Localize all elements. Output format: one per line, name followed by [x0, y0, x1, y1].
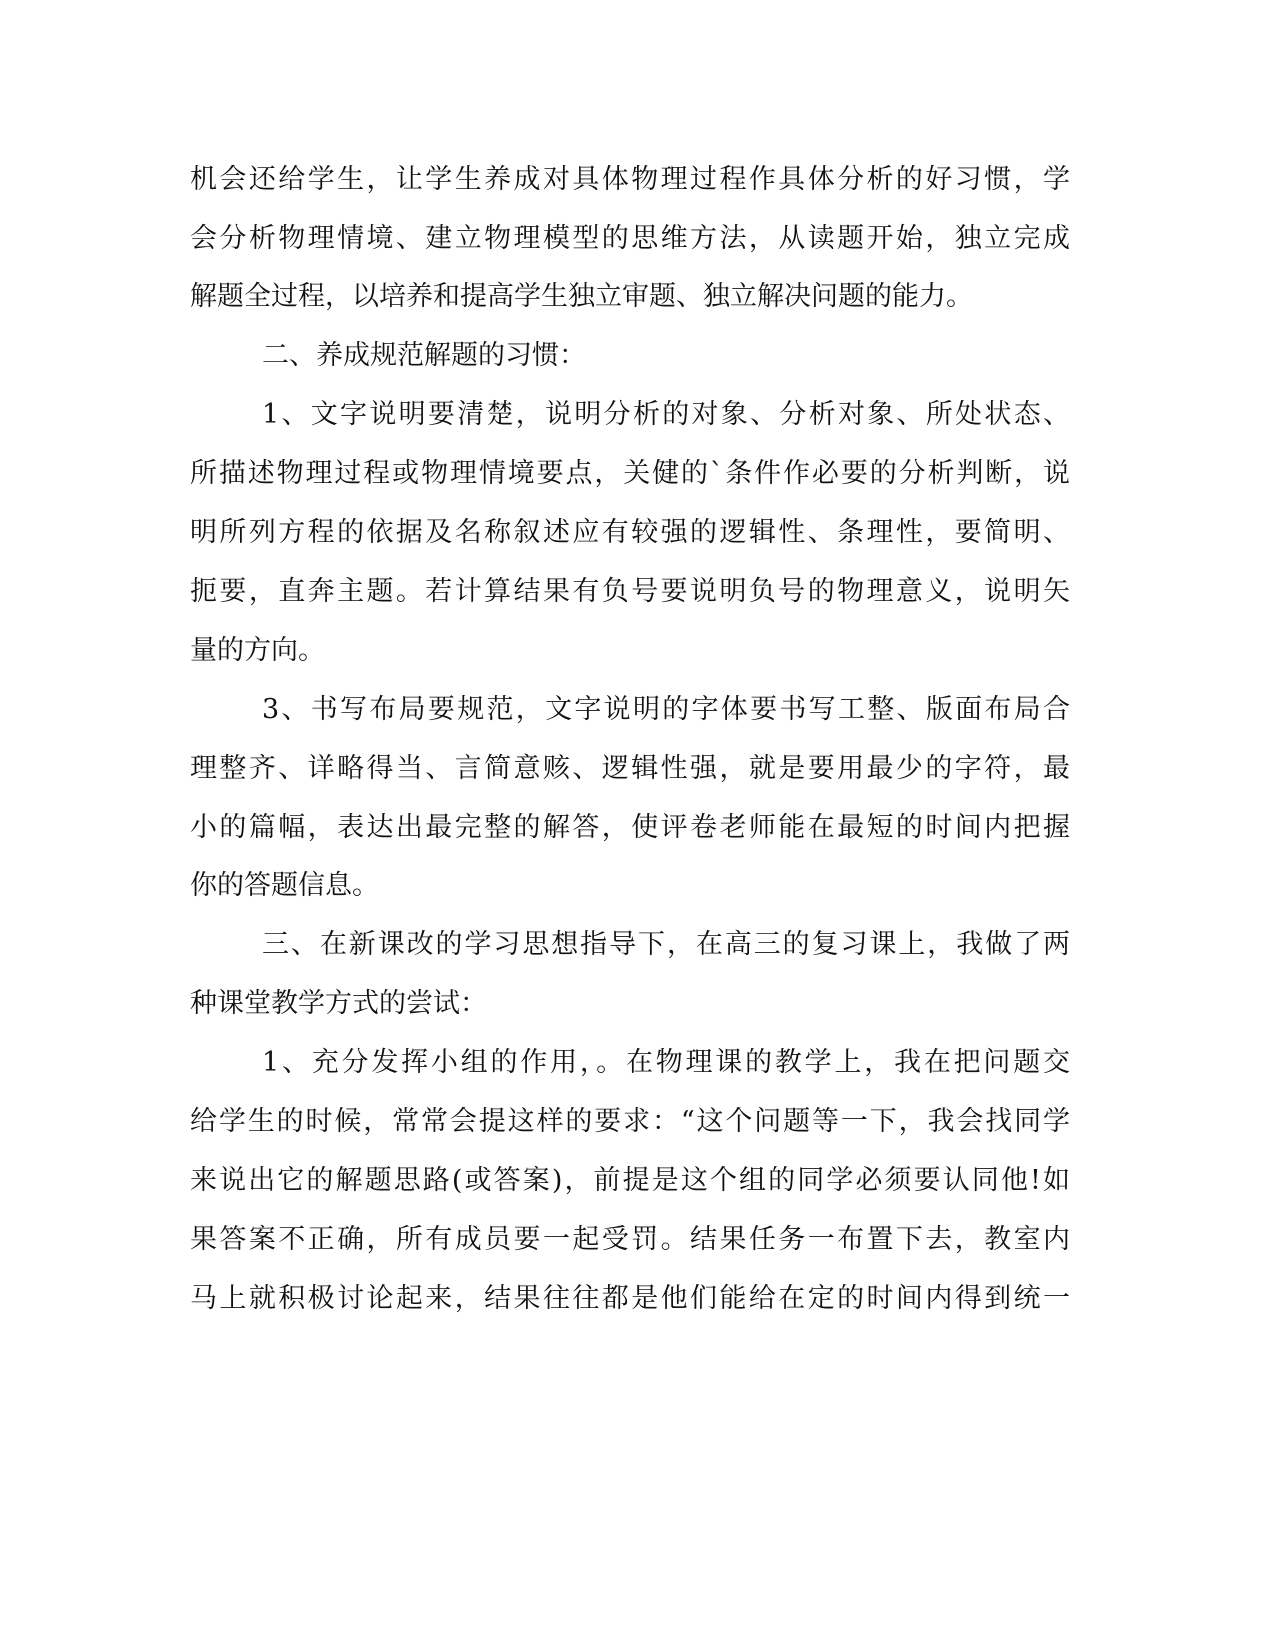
paragraph-line: 1、文字说明要清楚，说明分析的对象、分析对象、所处状态、	[262, 399, 1070, 430]
paragraph-line: 扼要，直奔主题。若计算结果有负号要说明负号的物理意义，说明矢	[190, 576, 1070, 607]
paragraph-line: 你的答题信息。	[190, 870, 379, 901]
paragraph-line: 机会还给学生，让学生养成对具体物理过程作具体分析的好习惯，学	[190, 164, 1070, 195]
paragraph-line: 理整齐、详略得当、言简意赅、逻辑性强，就是要用最少的字符，最	[190, 753, 1070, 784]
paragraph-line: 马上就积极讨论起来，结果往往都是他们能给在定的时间内得到统一	[190, 1283, 1070, 1314]
paragraph-line: 会分析物理情境、建立物理模型的思维方法，从读题开始，独立完成	[190, 223, 1070, 254]
paragraph-line: 所描述物理过程或物理情境要点，关健的`条件作必要的分析判断，说	[190, 458, 1070, 489]
paragraph-line: 给学生的时候，常常会提这样的要求：“这个问题等一下，我会找同学	[190, 1106, 1070, 1137]
paragraph-line: 来说出它的解题思路(或答案)，前提是这个组的同学必须要认同他!如	[190, 1165, 1070, 1196]
section-heading: 三、在新课改的学习思想指导下，在高三的复习课上，我做了两	[262, 929, 1070, 960]
paragraph-line: 量的方向。	[190, 635, 325, 666]
section-heading: 二、养成规范解题的习惯：	[262, 340, 586, 371]
paragraph-line: 小的篇幅，表达出最完整的解答，使评卷老师能在最短的时间内把握	[190, 812, 1070, 843]
paragraph-line: 明所列方程的依据及名称叙述应有较强的逻辑性、条理性，要简明、	[190, 517, 1070, 548]
paragraph-line: 种课堂教学方式的尝试：	[190, 988, 487, 1019]
paragraph-line: 解题全过程，以培养和提高学生独立审题、独立解决问题的能力。	[190, 281, 973, 312]
paragraph-line: 1、充分发挥小组的作用，。在物理课的教学上，我在把问题交	[262, 1047, 1070, 1078]
paragraph-line: 果答案不正确，所有成员要一起受罚。结果任务一布置下去，教室内	[190, 1224, 1070, 1255]
paragraph-line: 3、书写布局要规范，文字说明的字体要书写工整、版面布局合	[262, 694, 1070, 725]
